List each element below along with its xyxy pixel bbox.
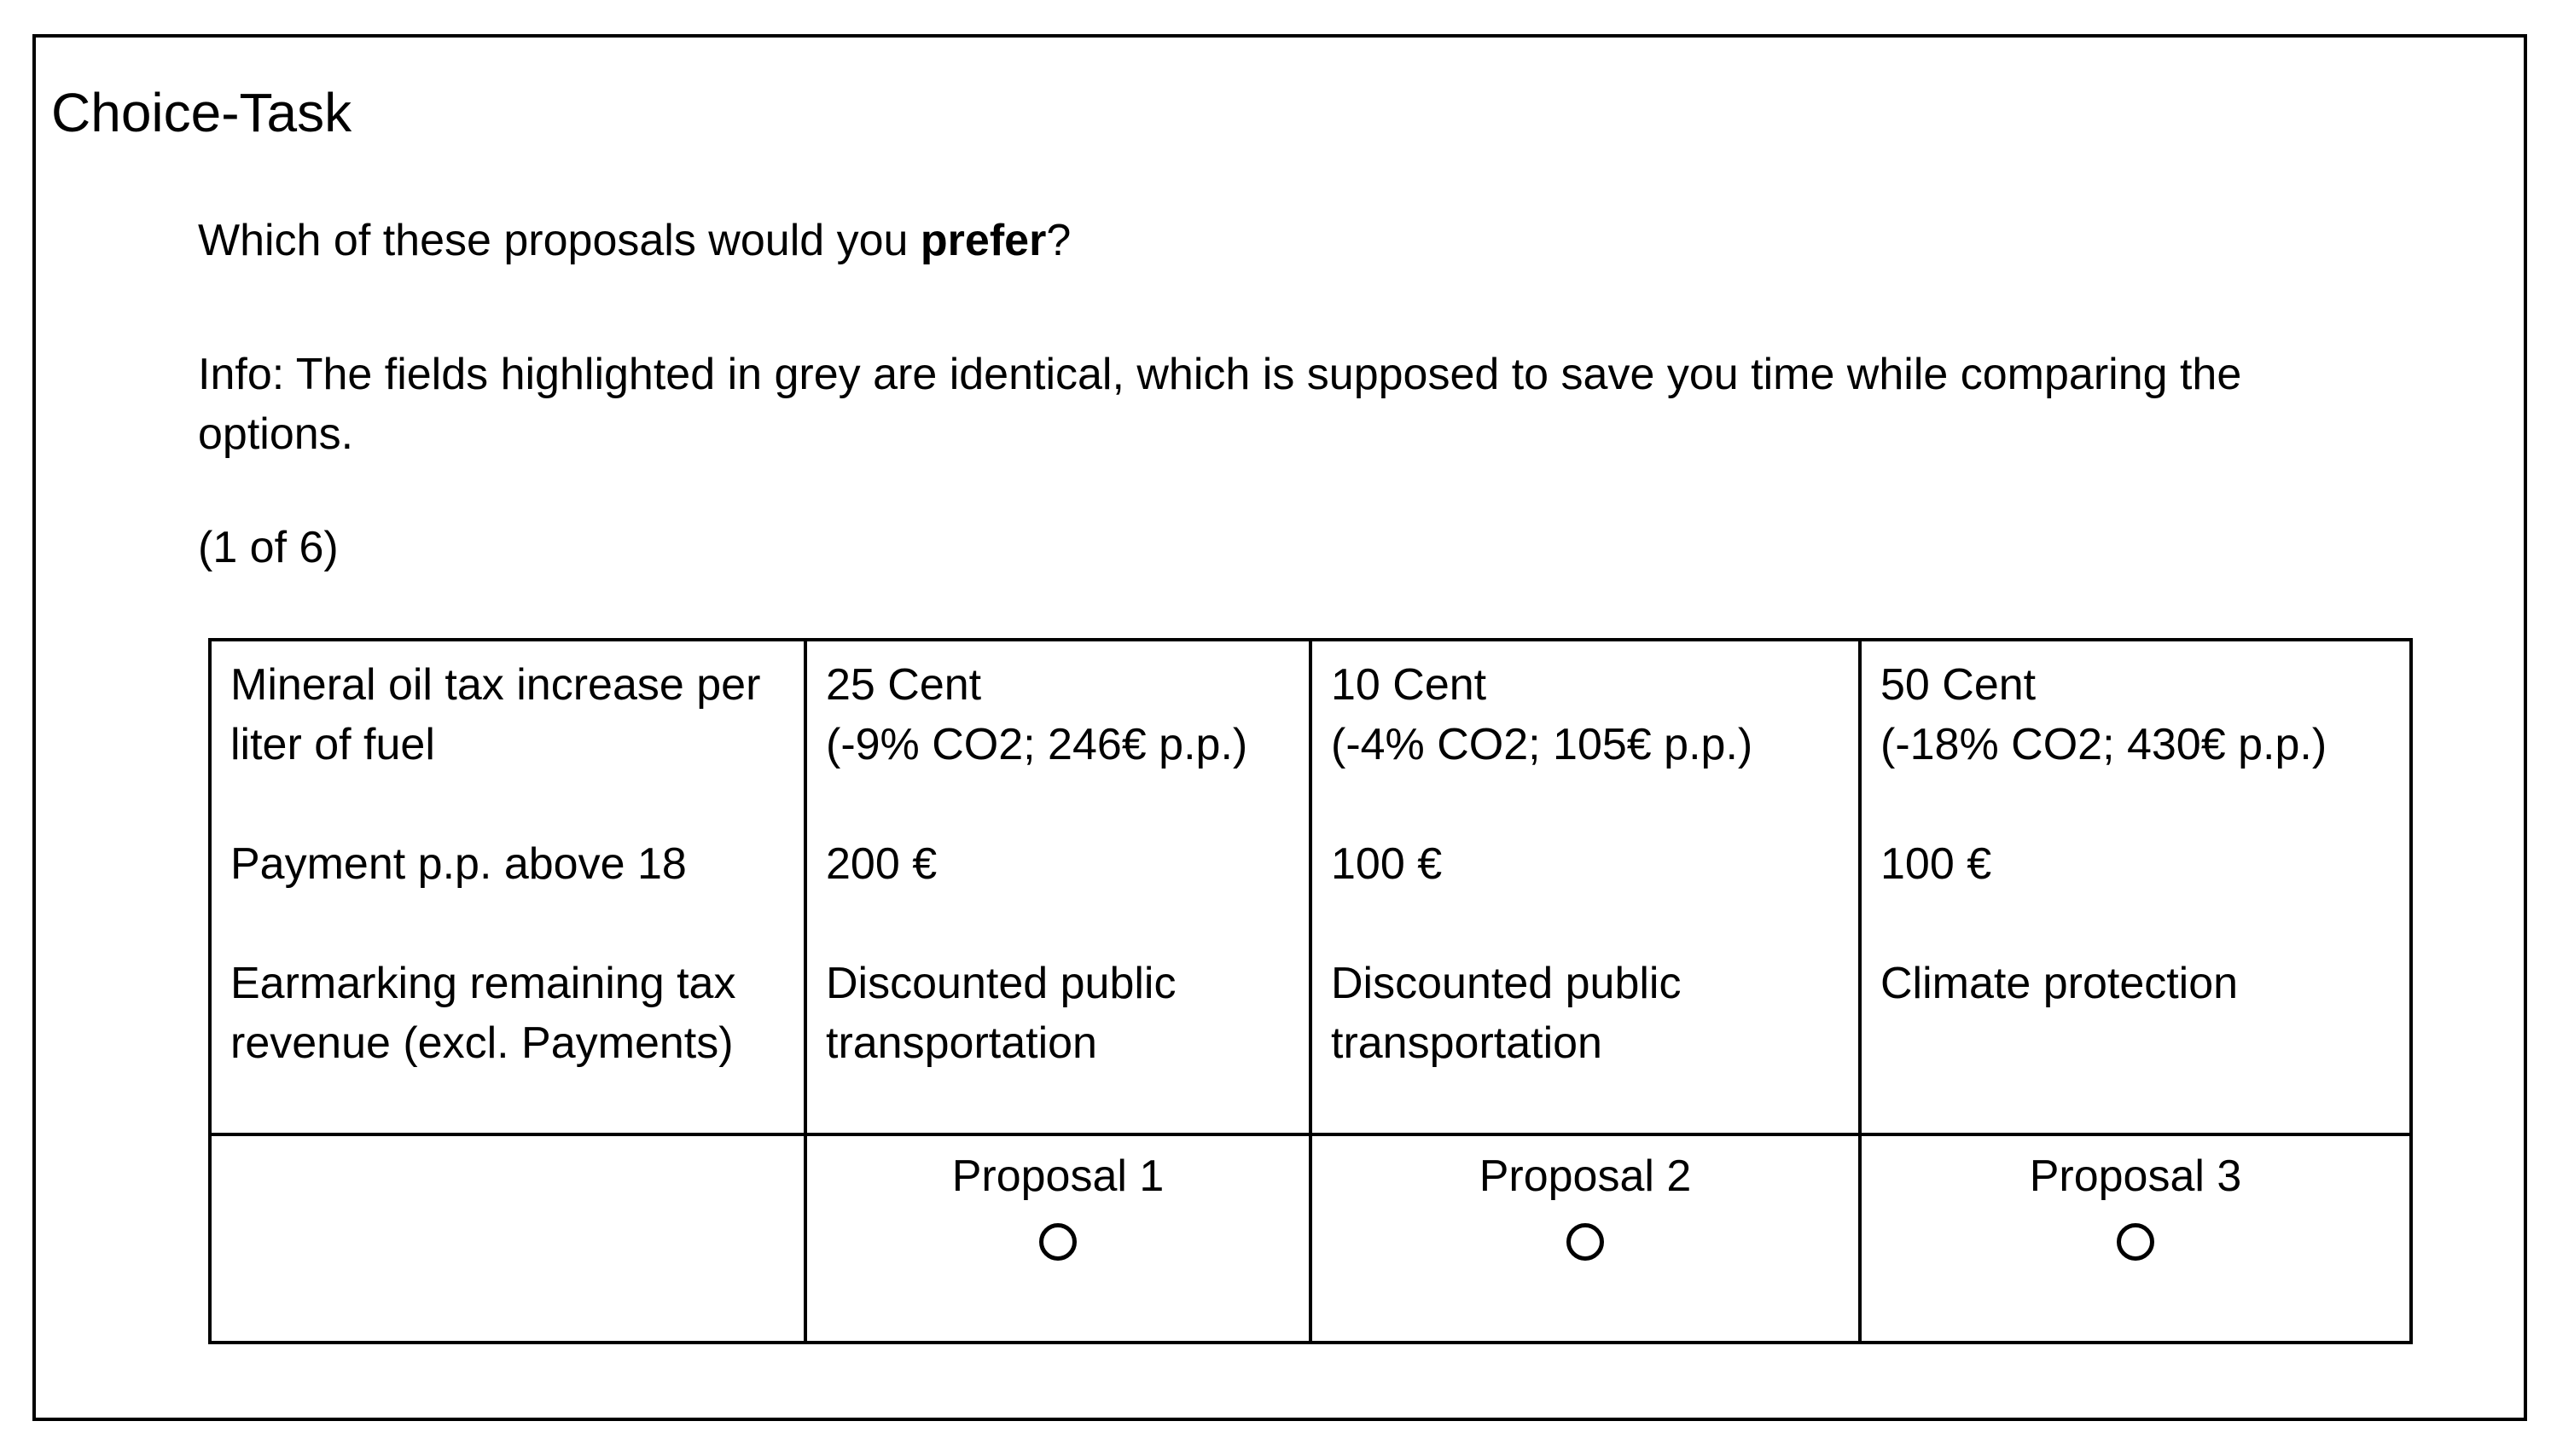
- proposal-3-label: Proposal 3: [2029, 1151, 2242, 1201]
- proposal-2-tax-detail: (-4% CO2; 105€ p.p.): [1331, 720, 1753, 769]
- proposal-3-tax: 50 Cent: [1880, 660, 2037, 710]
- page-title: Choice-Task: [51, 82, 352, 143]
- attribute-row: [210, 640, 2411, 1134]
- proposal-1-radio[interactable]: [1039, 1223, 1077, 1261]
- proposal-2-cell: [1310, 640, 1860, 1134]
- payment-label: Payment p.p. above 18: [230, 839, 687, 889]
- proposal-1-tax-detail: (-9% CO2; 246€ p.p.): [826, 720, 1248, 769]
- proposal-3-tax-detail: (-18% CO2; 430€ p.p.): [1880, 720, 2327, 769]
- earmark-label-line1: Earmarking remaining tax: [230, 959, 736, 1008]
- proposal-2-earmark-line2: transportation: [1331, 1018, 1602, 1068]
- task-counter: (1 of 6): [198, 523, 339, 572]
- proposal-3-radio[interactable]: [2117, 1223, 2154, 1261]
- attribute-labels-cell: [210, 640, 805, 1134]
- proposal-1-earmark-line2: transportation: [826, 1018, 1097, 1068]
- proposal-1-cell: [805, 640, 1310, 1134]
- proposal-2-radio[interactable]: [1566, 1223, 1604, 1261]
- proposal-2-payment: 100 €: [1331, 839, 1443, 889]
- question-text: [198, 211, 1071, 270]
- question-prefix: Which of these proposals would you: [198, 216, 921, 265]
- proposal-1-label: Proposal 1: [951, 1151, 1165, 1201]
- earmark-label-line2: revenue (excl. Payments): [230, 1018, 734, 1068]
- tax-label-line2: liter of fuel: [230, 720, 435, 769]
- proposal-1-payment: 200 €: [826, 839, 938, 889]
- proposal-2-earmark-line1: Discounted public: [1331, 959, 1682, 1008]
- proposal-3-earmark-line1: Climate protection: [1880, 959, 2239, 1008]
- proposal-1-earmark-line1: Discounted public: [826, 959, 1177, 1008]
- question-suffix: ?: [1046, 216, 1072, 265]
- proposal-3-payment: 100 €: [1880, 839, 1992, 889]
- question-emphasis: prefer: [920, 216, 1047, 265]
- proposal-2-label: Proposal 2: [1479, 1151, 1692, 1201]
- proposal-1-tax: 25 Cent: [826, 660, 982, 710]
- choice-table: [208, 638, 2413, 1344]
- proposal-2-select-cell: [1310, 1134, 1860, 1343]
- proposal-1-select-cell: [805, 1134, 1310, 1343]
- proposal-3-select-cell: [1860, 1134, 2411, 1343]
- selection-row: [210, 1134, 2411, 1343]
- proposal-2-tax: 10 Cent: [1331, 660, 1487, 710]
- tax-label-line1: Mineral oil tax increase per: [230, 660, 761, 710]
- selection-empty-cell: [210, 1134, 805, 1343]
- proposal-3-cell: [1860, 640, 2411, 1134]
- info-text: Info: The fields highlighted in grey are identical, which is supposed to save you time while comparing the options.: [198, 350, 2242, 459]
